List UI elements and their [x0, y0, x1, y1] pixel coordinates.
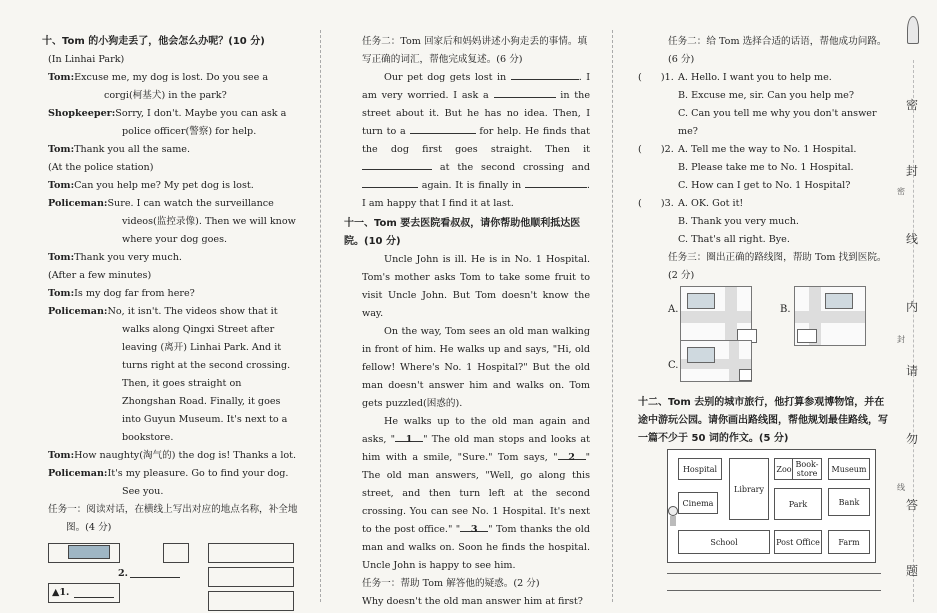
map-label-1: ▲1. [52, 587, 70, 598]
seal-char: 线 [906, 232, 919, 246]
dialogue-blank-2[interactable] [558, 449, 586, 463]
writing-line[interactable] [667, 590, 881, 591]
seal-line-strip [890, 0, 937, 602]
speaker-name: Tom: [48, 288, 75, 299]
column-right [638, 33, 888, 285]
place-school: School [678, 530, 770, 554]
map-box [208, 543, 294, 563]
scene-1: (In Linhai Park) [48, 54, 125, 65]
map-box [163, 543, 189, 563]
dialogue-line [48, 447, 298, 465]
building-icon [687, 293, 715, 309]
place-library: Library [729, 458, 769, 520]
seal-char: 封 [906, 164, 919, 178]
dialogue-text: No, it isn't. The videos show that it walks along Qingxi Street after leaving (离开) Linhai Park. And it turns right at the second crossing. Then, it goes straight on Zhongshan Road. Finally, it goes into Guyun Museum. It's next to a bookstore. [107, 306, 291, 443]
place-park: Park [774, 488, 822, 520]
map-box [208, 567, 294, 587]
building-icon [825, 293, 853, 309]
q12-title: 十二、Tom 去别的城市旅行，他打算参观博物馆，并在途中游玩公园。请你画出路线图，帮他规划最佳路线，写一篇不少于 50 词的作文。(5 分) [638, 397, 888, 444]
choice-option[interactable]: A. Hello. I want you to help me. [678, 72, 832, 83]
choice-number: ( )3. [638, 198, 674, 209]
map-box [48, 543, 120, 563]
choice-option[interactable]: A. OK. Got it! [678, 198, 744, 209]
scene-2: (At the police station) [48, 162, 154, 173]
speaker-name: Tom: [48, 144, 75, 155]
task-2-instruction: 任务二：Tom 回家后和妈妈讲述小狗走丢的事情。填写正确的词汇，帮他完成复述。(6 分) [362, 36, 588, 65]
choice-number: ( )1. [638, 72, 674, 83]
place-farm: Farm [828, 530, 870, 554]
dialogue-text: Can you help me? My pet dog is lost. [74, 180, 254, 191]
dialogue-text: How naughty(淘气的) the dog is! Thanks a lot. [74, 450, 297, 461]
column-divider [612, 30, 613, 602]
map-label-2: 2. [118, 568, 129, 579]
speaker-name: Policeman: [48, 306, 108, 317]
route-label: B. [780, 304, 791, 315]
speaker-name: Tom: [48, 72, 75, 83]
boy-figure-icon [668, 506, 678, 526]
scene-3: (After a few minutes) [48, 270, 152, 281]
rocket-icon [907, 16, 919, 44]
place-hospital: Hospital [678, 458, 722, 480]
route-label: C. [668, 360, 679, 371]
place-bookstore: Book-store [792, 458, 822, 480]
answer-blank-1[interactable] [74, 587, 114, 598]
choice-question[interactable] [638, 141, 888, 159]
seal-char: 答 [906, 498, 919, 512]
choice-question[interactable] [638, 69, 888, 87]
dialogue-text: Sorry, I don't. Maybe you can ask a police officer(警察) for help. [115, 108, 287, 137]
route-map [680, 286, 752, 346]
choice-option[interactable]: B. Thank you very much. [678, 216, 799, 227]
retell-text: . I am very worried. I ask a [362, 72, 590, 101]
seal-char: 内 [906, 300, 919, 314]
choice-option[interactable]: B. Please take me to No. 1 Hospital. [678, 162, 854, 173]
retell-text: at the second crossing and [439, 162, 590, 173]
dialogue-text: Is my dog far from here? [74, 288, 195, 299]
dialogue-text: Thank you very much. [74, 252, 182, 263]
dialogue-blank-3[interactable] [460, 521, 488, 535]
task-1-instruction: 任务一：阅读对话，在横线上写出对应的地点名称，补全地图。(4 分) [48, 504, 298, 533]
hospital-icon [739, 369, 752, 381]
retell-text: for help. He finds that the dog first goes straight. Then it [362, 126, 590, 155]
story-text: He walks up to the old man again and asks, [362, 416, 590, 445]
retell-text: again. It is finally in [421, 180, 522, 191]
seal-dashed-line [913, 60, 914, 602]
place-bank: Bank [828, 488, 870, 516]
speaker-name: Tom: [48, 180, 75, 191]
answer-blank[interactable] [525, 177, 587, 188]
seal-char: 请 [906, 364, 919, 378]
map-fragment [48, 543, 298, 613]
retell-text: . I am happy that I find it at last. [362, 180, 590, 209]
story-text: " The old man answers, "Well, go along this street, and then turn left at the second crossing. You can see No. 1 Hospital. It's next to the post office." " [362, 452, 590, 535]
route-map [680, 340, 752, 382]
retell-text: in the street about it. But he has no idea. Then, I turn to a [362, 90, 590, 137]
task-1-instruction: 任务一：帮助 Tom 解答他的疑惑。(2 分) [362, 578, 540, 589]
choice-option[interactable]: C. Can you tell me why you don't answer me? [678, 108, 877, 137]
seal-char: 密 [906, 98, 919, 112]
choice-question[interactable] [638, 195, 888, 213]
choice-option[interactable]: C. How can I get to No. 1 Hospital? [678, 180, 851, 191]
seal-char: 题 [906, 564, 919, 578]
retell-passage [362, 69, 590, 213]
place-post-office: Post Office [774, 530, 822, 554]
building-icon [687, 347, 715, 363]
dialogue-line [48, 105, 298, 141]
seal-char: 勿 [906, 432, 919, 446]
task-2-instruction: 任务二：给 Tom 选择合适的话语，帮他成功问路。(6 分) [668, 36, 887, 65]
dialogue-blank-1[interactable] [395, 431, 423, 445]
story-text: " Tom thanks the old man and walks on. Soon he finds the hospital. Uncle John is happy to see him. [362, 524, 590, 571]
answer-blank[interactable] [511, 69, 579, 80]
column-divider [320, 30, 321, 602]
dialogue-line [48, 285, 298, 303]
place-cinema: Cinema [678, 492, 718, 514]
blank-number: 3 [470, 524, 478, 535]
dialogue-line [48, 69, 298, 105]
question: Why doesn't the old man answer him at first? [362, 596, 583, 607]
story-paragraph: He walks up to the old man again and asks, " 1 " The old man stops and looks at him with a smile, "Sure." Tom says, " 2 " The old man answers, "Well, go along this street, and then turn left at the second crossing. You can see No. 1 Hospital. It's next to the post office." " 3 " Tom thanks the old man and walks on. Soon he finds the hospital. Uncle John is happy to see him. [362, 416, 590, 571]
answer-blank[interactable] [410, 123, 476, 134]
dialogue-text: Thank you all the same. [74, 144, 191, 155]
retell-text: Our pet dog gets lost in [384, 72, 507, 83]
q10-title: 十、Tom 的小狗走丢了，他会怎么办呢？(10 分) [42, 36, 265, 47]
dialogue-text: Excuse me, my dog is lost. Do you see a corgi(柯基犬) in the park? [74, 72, 269, 101]
dialogue-line [48, 177, 298, 195]
map-box [208, 591, 294, 611]
dialogue-text: It's my pleasure. Go to find your dog. See you. [107, 468, 289, 497]
choice-option[interactable]: C. That's all right. Bye. [678, 234, 790, 245]
dialogue-line [48, 249, 298, 267]
q11-title: 十一、Tom 要去医院看叔叔，请你帮助他顺利抵达医院。(10 分) [344, 218, 581, 247]
speaker-name: Shopkeeper: [48, 108, 116, 119]
task-3-instruction: 任务三：圈出正确的路线图，帮助 Tom 找到医院。(2 分) [668, 252, 887, 281]
answer-blank[interactable] [362, 177, 418, 188]
dialogue-text: Sure. I can watch the surveillance videos(监控录像). Then we will know where your dog goes. [107, 198, 296, 245]
answer-blank[interactable] [362, 159, 432, 170]
writing-line[interactable] [667, 573, 881, 574]
seal-small-char: 密 [897, 187, 905, 196]
story-paragraph: On the way, Tom sees an old man walking in front of him. He walks up and says, "Hi, old fellow! Where's No. 1 Hospital?" But the old man doesn't answer him and walks on. Tom gets puzzled(困惑的). [362, 326, 590, 409]
city-map [667, 449, 876, 563]
answer-blank[interactable] [494, 87, 556, 98]
blank-number: 1 [405, 434, 413, 445]
place-zoo: Zoo [774, 458, 794, 480]
answer-blank-2[interactable] [130, 567, 180, 578]
column-middle [344, 33, 590, 611]
dialogue-line [48, 465, 298, 501]
choice-option[interactable]: B. Excuse me, sir. Can you help me? [678, 90, 855, 101]
seal-small-char: 线 [897, 483, 905, 492]
place-museum: Museum [828, 458, 870, 480]
story-text: " The old man stops and looks at him with a smile, "Sure." Tom says, " [362, 434, 590, 463]
blank-number: 2 [568, 452, 575, 463]
column-left [42, 33, 298, 613]
choice-option[interactable]: A. Tell me the way to No. 1 Hospital. [678, 144, 857, 155]
seal-small-char: 封 [897, 335, 905, 344]
dialogue-line [48, 303, 298, 447]
speaker-name: Tom: [48, 252, 75, 263]
dialogue-line [48, 141, 298, 159]
speaker-name: Policeman: [48, 198, 108, 209]
route-label: A. [668, 304, 679, 315]
dialogue-line [48, 195, 298, 249]
hospital-icon [797, 329, 817, 343]
speaker-name: Policeman: [48, 468, 108, 479]
speaker-name: Tom: [48, 450, 75, 461]
route-map [794, 286, 866, 346]
choice-number: ( )2. [638, 144, 674, 155]
story-paragraph: Uncle John is ill. He is in No. 1 Hospital. Tom's mother asks Tom to take some fruit to visit Uncle John. But Tom doesn't know the way. [362, 254, 590, 319]
